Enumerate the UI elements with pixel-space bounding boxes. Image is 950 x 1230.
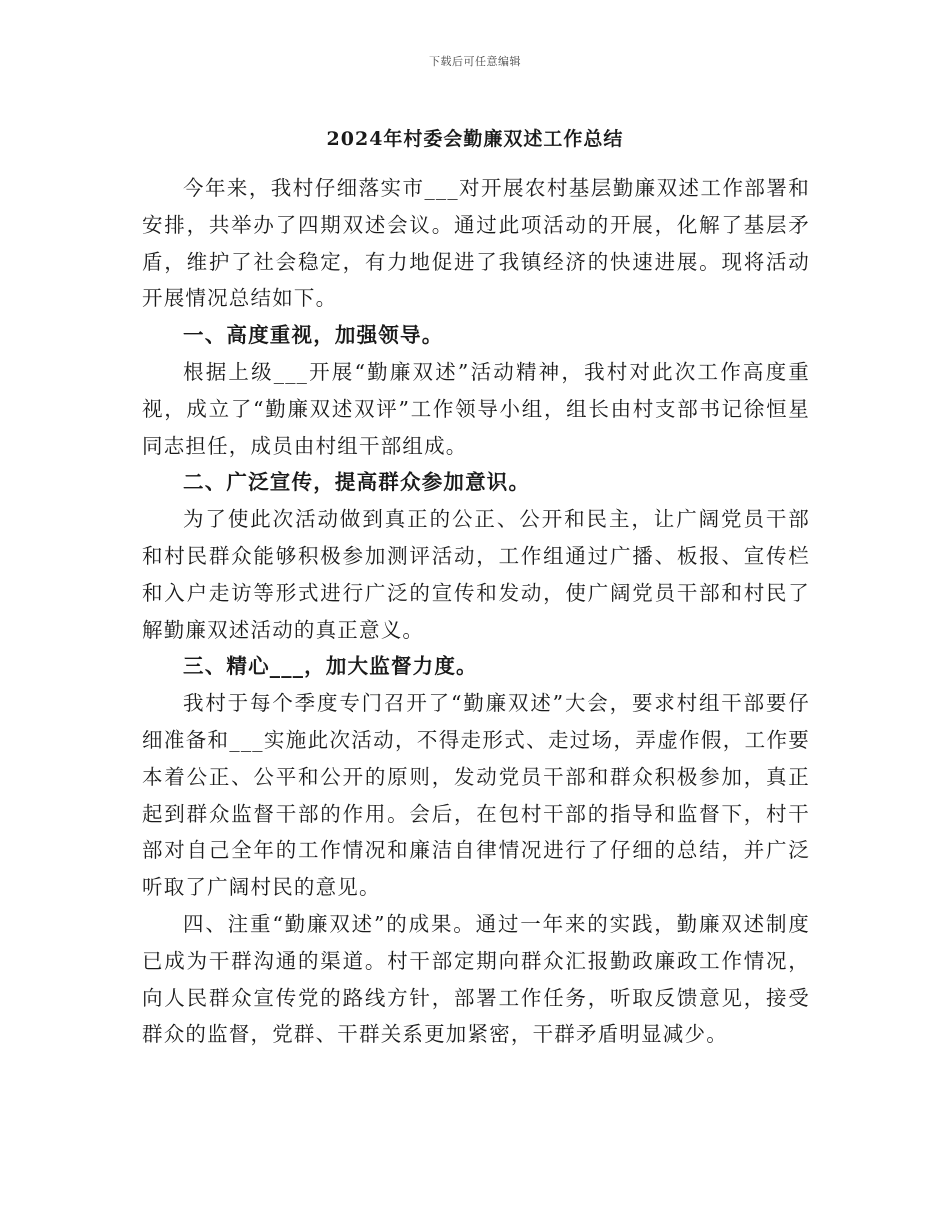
- section-heading-2: 二、广泛宣传，提高群众参加意识。: [183, 470, 531, 495]
- paragraph-section-3: 我村于每个季度专门召开了“勤廉双述”大会，要求村组干部要仔细准备和___实施此次活动，不得走形式、走过场，弄虚作假，工作要本着公正、公平和公开的原则，发动党员干部和群众积极参加，真正起到群众监督干部的作用。会后，在包村干部的指导和监督下，村干部对自己全年的工作情况和廉洁自律情况进行了仔细的总结，并广泛听取了广阔村民的意见。: [142, 691, 810, 900]
- paragraph-intro: 今年来，我村仔细落实市___对开展农村基层勤廉双述工作部署和安排，共举办了四期双述会议。通过此项活动的开展，化解了基层矛盾，维护了社会稳定，有力地促进了我镇经济的快速进展。现将活动开展情况总结如下。: [142, 176, 810, 311]
- paragraph-section-1: 根据上级___开展“勤廉双述”活动精神，我村对此次工作高度重视，成立了“勤廉双述双评”工作领导小组，组长由村支部书记徐恒星同志担任，成员由村组干部组成。: [142, 359, 810, 458]
- paragraph-section-4: 四、注重“勤廉双述”的成果。通过一年来的实践，勤廉双述制度已成为干群沟通的渠道。村干部定期向群众汇报勤政廉政工作情况，向人民群众宣传党的路线方针，部署工作任务，听取反馈意见，接受群众的监督，党群、干群关系更加紧密，干群矛盾明显减少。: [142, 911, 810, 1047]
- section-heading-1: 一、高度重视，加强领导。: [183, 323, 444, 348]
- document-title: 2024年村委会勤廉双述工作总结: [326, 128, 624, 150]
- document-body: [142, 170, 810, 1053]
- paragraph-section-2: 为了使此次活动做到真正的公正、公开和民主，让广阔党员干部和村民群众能够积极参加测评活动，工作组通过广播、板报、宣传栏和入户走访等形式进行广泛的宣传和发动，使广阔党员干部和村民了解勤廉双述活动的真正意义。: [142, 507, 810, 642]
- section-heading-3: 三、精心___，加大监督力度。: [183, 654, 478, 679]
- header-note: 下载后可任意编辑: [429, 55, 521, 68]
